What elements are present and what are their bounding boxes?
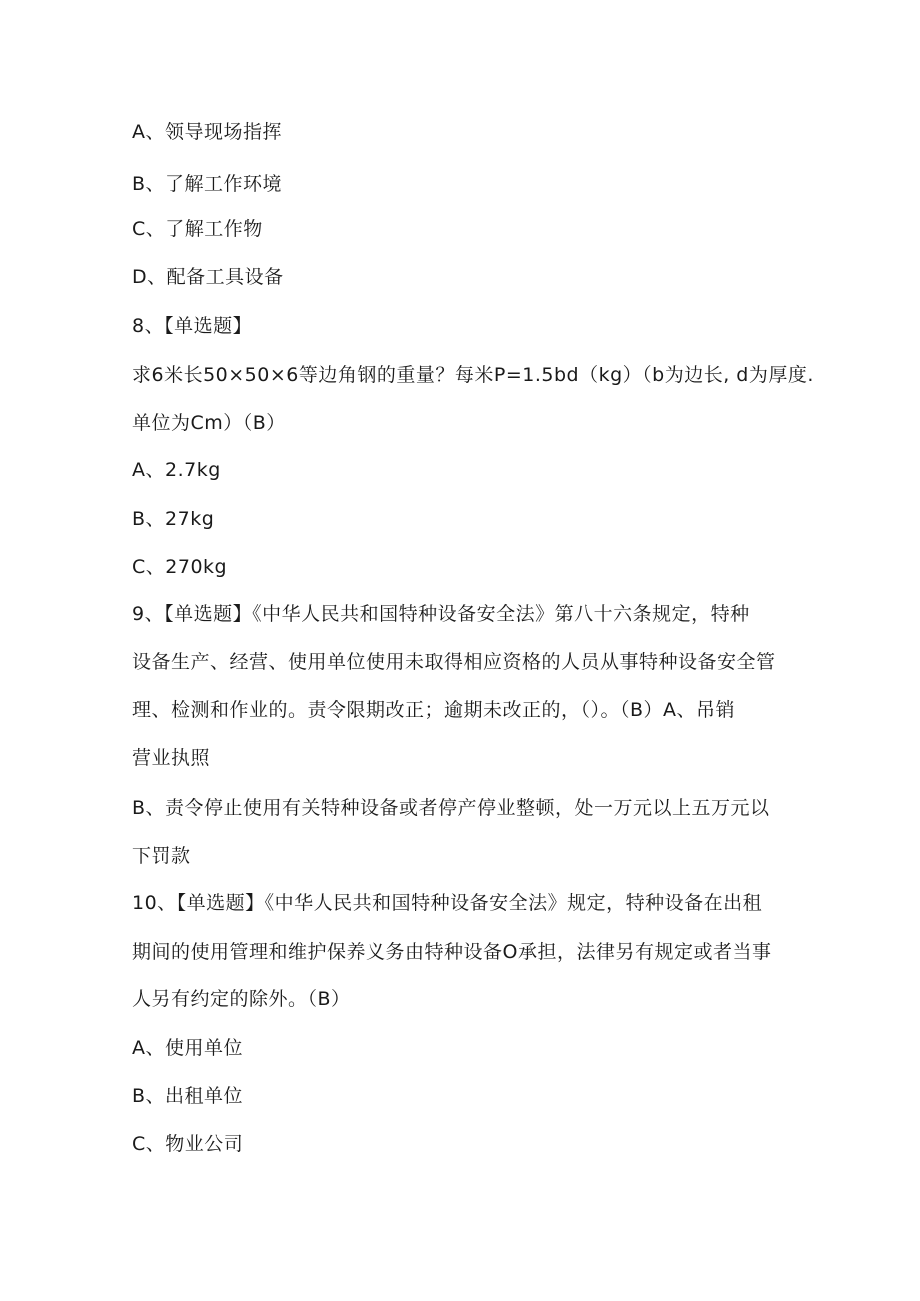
q8-header: 8、【单选题】 [132, 315, 253, 337]
q8-option-a: A、2.7kg [132, 459, 221, 481]
q10-option-a: A、使用单位 [132, 1037, 243, 1059]
q10-stem-line-2: 期间的使用管理和维护保养义务由特种设备O承担，法律另有规定或者当事 [132, 941, 772, 963]
q10-stem-line-3: 人另有约定的除外。（B） [132, 988, 351, 1010]
q9-stem-line-4: 营业执照 [132, 747, 211, 769]
q8-stem-line-2: 单位为Cm）（B） [132, 412, 286, 434]
q9-stem-line-2: 设备生产、经营、使用单位使用未取得相应资格的人员从事特种设备安全管 [132, 651, 776, 673]
q9-option-b-line-2: 下罚款 [132, 845, 191, 867]
q7-option-d: D、配备工具设备 [132, 266, 284, 288]
q7-option-b: B、了解工作环境 [132, 173, 283, 195]
q9-stem-line-1: 9、【单选题】《中华人民共和国特种设备安全法》第八十六条规定，特种 [132, 603, 750, 625]
q10-option-c: C、物业公司 [132, 1133, 244, 1155]
q9-stem-line-3: 理、检测和作业的。责令限期改正；逾期未改正的，（）。（B）A、吊销 [132, 699, 736, 721]
q10-option-b: B、出租单位 [132, 1085, 244, 1107]
q9-option-b-line-1: B、责令停止使用有关特种设备或者停产停业整顿，处一万元以上五万元以 [132, 797, 770, 819]
q10-stem-line-1: 10、【单选题】《中华人民共和国特种设备安全法》规定，特种设备在出租 [132, 892, 763, 914]
q7-option-c: C、了解工作物 [132, 218, 263, 240]
q8-stem-line-1: 求6米长50×50×6等边角钢的重量？每米P=1.5bd（kg）（b为边长, d为厚度. [132, 364, 814, 386]
q8-option-c: C、270kg [132, 556, 228, 578]
q8-option-b: B、27kg [132, 508, 215, 530]
q7-option-a: A、领导现场指挥 [132, 121, 282, 143]
